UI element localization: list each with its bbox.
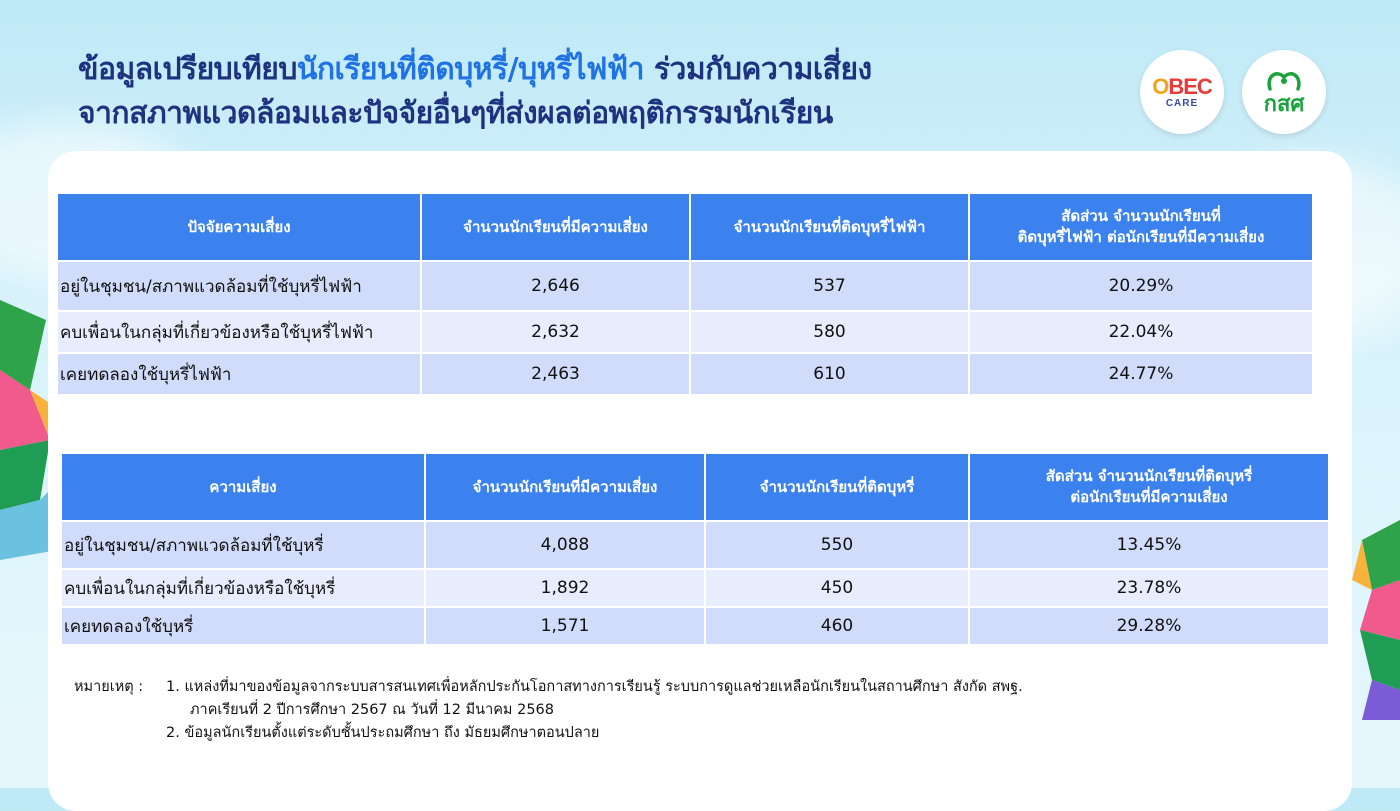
table-cell-ratio: 23.78% <box>970 570 1328 606</box>
table-row <box>58 354 1312 394</box>
table-cell-addicted: 550 <box>706 522 968 568</box>
table-header-row <box>62 454 1328 520</box>
table-header-cell: จำนวนนักเรียนที่มีความเสี่ยง <box>422 194 689 260</box>
table-cell-addicted: 450 <box>706 570 968 606</box>
title-line1-suffix: ร่วมกับความเสี่ยง <box>643 52 872 87</box>
table-cell-risk: อยู่ในชุมชน/สภาพแวดล้อมที่ใช้บุหรี่ <box>62 522 424 568</box>
obec-logo-bec: BEC <box>1168 73 1212 99</box>
table-cell-addicted: 580 <box>691 312 968 352</box>
table-header-row <box>58 194 1312 260</box>
title-line2: จากสภาพแวดล้อมและปัจจัยอื่นๆที่ส่งผลต่อพฤติกรรมนักเรียน <box>78 96 833 131</box>
footnote <box>74 676 1023 745</box>
table-cell-factor: คบเพื่อนในกลุ่มที่เกี่ยวข้องหรือใช้บุหรี่ไฟฟ้า <box>58 312 420 352</box>
obec-logo-care: CARE <box>1165 97 1199 109</box>
table-cell-at-risk: 2,463 <box>422 354 689 394</box>
table-header-cell: ปัจจัยความเสี่ยง <box>58 194 420 260</box>
table-cell-addicted: 460 <box>706 608 968 644</box>
title-line1-prefix: ข้อมูลเปรียบเทียบ <box>78 52 297 87</box>
table-cell-at-risk: 1,892 <box>426 570 704 606</box>
table-header-cell: จำนวนนักเรียนที่ติดบุหรี่ไฟฟ้า <box>691 194 968 260</box>
table-cell-at-risk: 2,632 <box>422 312 689 352</box>
footnote-label: หมายเหตุ : <box>74 679 144 695</box>
table-cell-factor: เคยทดลองใช้บุหรี่ไฟฟ้า <box>58 354 420 394</box>
ths-logo-text: กสศ <box>1263 92 1305 117</box>
right-geometric-decoration <box>1352 520 1400 720</box>
table-cell-at-risk: 1,571 <box>426 608 704 644</box>
table-header-cell: จำนวนนักเรียนที่มีความเสี่ยง <box>426 454 704 520</box>
footnote-item-1: 1. แหล่งที่มาของข้อมูลจากระบบสารสนเทศเพื่อหลักประกันโอกาสทางการเรียนรู้ ระบบการดูแลช่วยเหลือนักเรียนในสถานศึกษา สังกัด สพฐ. <box>166 679 1023 695</box>
table-cell-ratio: 13.45% <box>970 522 1328 568</box>
table-header-cell: ความเสี่ยง <box>62 454 424 520</box>
table-cell-ratio: 24.77% <box>970 354 1312 394</box>
table-cell-at-risk: 2,646 <box>422 262 689 310</box>
table-cell-ratio: 29.28% <box>970 608 1328 644</box>
table-header-cell: สัดส่วน จำนวนนักเรียนที่ติดบุหรี่ ต่อนักเรียนที่มีความเสี่ยง <box>970 454 1328 520</box>
e-cigarette-risk-table <box>56 192 1314 396</box>
table-header-cell: จำนวนนักเรียนที่ติดบุหรี่ <box>706 454 968 520</box>
footnote-item-1-continued: ภาคเรียนที่ 2 ปีการศึกษา 2567 ณ วันที่ 12 มีนาคม 2568 <box>190 702 554 718</box>
table-cell-addicted: 610 <box>691 354 968 394</box>
table-cell-risk: คบเพื่อนในกลุ่มที่เกี่ยวข้องหรือใช้บุหรี่ <box>62 570 424 606</box>
table-cell-ratio: 22.04% <box>970 312 1312 352</box>
page-title <box>78 48 872 136</box>
table-row <box>62 522 1328 568</box>
table-row <box>62 608 1328 644</box>
table-cell-ratio: 20.29% <box>970 262 1312 310</box>
table-header-cell: สัดส่วน จำนวนนักเรียนที่ ติดบุหรี่ไฟฟ้า ต่อนักเรียนที่มีความเสี่ยง <box>970 194 1312 260</box>
title-line1-highlight: นักเรียนที่ติดบุหรี่/บุหรี่ไฟฟ้า <box>296 52 644 87</box>
table-cell-at-risk: 4,088 <box>426 522 704 568</box>
table-cell-factor: อยู่ในชุมชน/สภาพแวดล้อมที่ใช้บุหรี่ไฟฟ้า <box>58 262 420 310</box>
obec-logo-o: O <box>1152 73 1169 99</box>
table-cell-addicted: 537 <box>691 262 968 310</box>
obec-care-logo <box>1140 50 1224 134</box>
table-row <box>58 262 1312 310</box>
footnote-item-2: 2. ข้อมูลนักเรียนตั้งแต่ระดับชั้นประถมศึกษา ถึง มัธยมศึกษาตอนปลาย <box>166 725 600 741</box>
ths-logo <box>1242 50 1326 134</box>
ths-leaf-icon <box>1264 67 1304 93</box>
table-row <box>58 312 1312 352</box>
table-cell-risk: เคยทดลองใช้บุหรี่ <box>62 608 424 644</box>
table-row <box>62 570 1328 606</box>
cigarette-risk-table <box>60 452 1330 646</box>
